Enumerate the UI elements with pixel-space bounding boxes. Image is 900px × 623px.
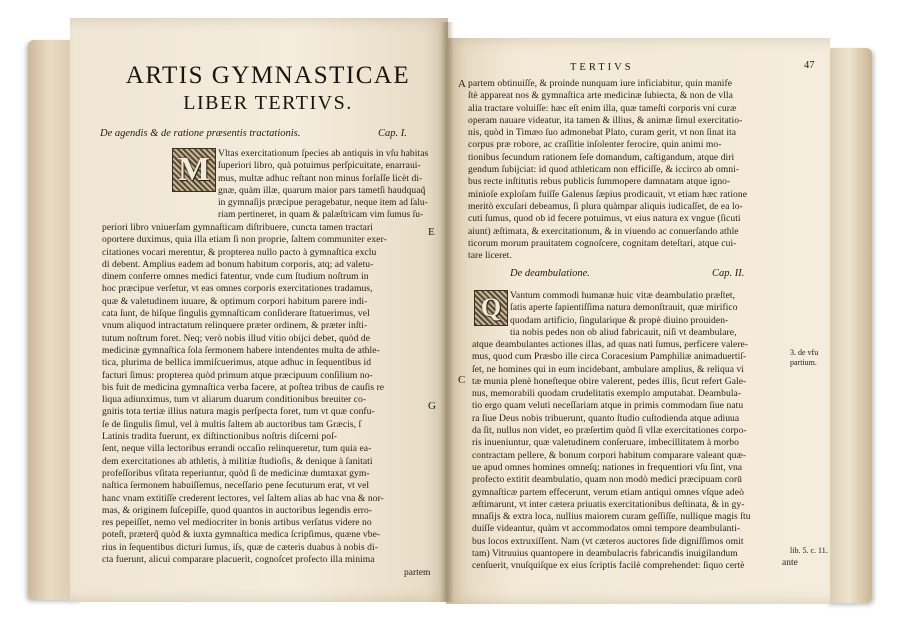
text-line: tare liceret. [468, 250, 512, 262]
text-line: gnæ, quàm illæ, quarum maior pars tametſi haudquaq̃ [218, 184, 426, 196]
text-line: cenſuerit, vnuſquiſque ex eius ſcriptis facilè comprehendet: ſiquo certè [472, 560, 745, 572]
text-line: tionibus ſecundum rationem ſeſe domandum, caſtigandum, atque diri [468, 151, 735, 163]
text-line: alia tractare voluiſſe: hæc eſt enim illa, quæ tameſti corporis vni curæ [468, 102, 737, 114]
right-top-text [468, 78, 747, 262]
text-line: tica, plurima de bellica immiſcuerimus, atque adhuc in ſequentibus id [102, 357, 372, 369]
text-line: hanc vnam extitiſſe crederent lectores, vel ſaltem alias ab hac vna & nor- [102, 492, 384, 504]
text-line: oportere duximus, quia illa etiam ſi non proprie, ſaltem communiter exer- [102, 234, 387, 246]
text-line: citationes vocari merentur, & propterea nullo pacto à gymnaſtica exclu [102, 246, 377, 258]
text-line: bus locos extruxiſſent. Nam (vt cæteros auctores ſide digniſſimos omit [472, 535, 744, 547]
text-line: ſent, neque villa lectoribus errandi occaſio relinqueretur, tum quia ea- [102, 443, 372, 455]
text-line: facturi ſimus: propterea quòd primum atque præcipuum conſilium no- [102, 369, 373, 381]
text-line: duiſſe videantur, quàm vt accommodatos omni tempore deambulanti- [472, 523, 741, 535]
text-line: naſtica ſermonem habuiſſemus, neceſſario pene ſecuturum erat, vt vel [102, 480, 370, 492]
text-line: cta fuerunt, alicui comparare placuerit, cognoſcet profecto illa minima [102, 554, 375, 566]
text-line: Vltas exercitationum ſpecies ab antiquis in vſu habitas [218, 148, 429, 159]
text-line: liqua adiunximus, tum vt aliarum duarum conditionibus breuiter co- [102, 394, 367, 406]
text-line: gendum ſubijciat: id quod athleticam non efficiſſe, & iccirco ab omni- [468, 164, 740, 176]
text-line: ue apud omnes homines omneſq; nationes in frequentiori vſu ſint, vna [472, 461, 743, 473]
text-line: tæ munia plenè honeſteque obire valerent, pedes illis, ſicut refert Gale- [472, 375, 747, 387]
left-drop-cap: M [172, 148, 216, 192]
page-number: 47 [804, 60, 815, 71]
text-line: periori libro vniuerſam gymnaſticam diſtribuere, cuncta tamen tractari [102, 222, 373, 233]
text-line: quæ & valetudinem iuuare, & optimum corpori habitum parere indi- [102, 295, 368, 307]
text-line: Latinis tradita fuerunt, ex diſtinctionibus noſtris diſcerni poſ- [102, 431, 338, 443]
left-margin-letter-e: E [428, 226, 435, 238]
text-line: tia nobis pedes non ob aliud fabricauit, niſi vt deambulare, [510, 326, 737, 338]
text-line: da ſit, nullus non videt, eo præſertim quòd ſi vllæ exercitationes corpo- [472, 425, 747, 437]
text-line: aiunt) æſtimata, & exercitationum, & in viuendo ac conuerſando athle [468, 225, 739, 237]
text-line: profeſſoribus vſitata reperiuntur, quòd ſi de medicinæ dumtaxat gym- [102, 467, 370, 479]
text-line: ris inueniuntur, quæ valetudinem conſeruare, imbecillitatem à morbo [472, 437, 739, 449]
text-line: poteſt, præterq̃ quòd & iuxta gymnaſtica medica ſcripſimus, quæne vbe- [102, 529, 381, 541]
text-line: profecto extitit deambulatio, quam non modò medici præcipuam corū [472, 474, 742, 486]
running-head: TERTIVS [570, 62, 634, 73]
text-line: mas, & originem ſuſcepiſſe, quod quantos in auctoribus legendis erro- [102, 504, 373, 516]
text-line: gymnaſticæ partem effecerunt, verum etiam antiqui omnes vſque adeò [472, 486, 744, 498]
text-line: tam) Vitruuius quantopere in deambulacris fabricandis inuigilandum [472, 548, 738, 560]
left-catchword: partem [404, 568, 431, 578]
text-line: ticorum morum prauitatem cognoſcere, cognitam deteſtari, atque cui- [468, 237, 737, 249]
text-line: ſatis aperte ſapientiſſima natura demonſtrauit, quæ mirifico [510, 302, 738, 314]
right-body-text [472, 339, 751, 573]
text-line: vnum aliquod intractatum relinquere præter ordinem, & præter inſti- [102, 320, 368, 332]
text-line: bis fuit de medicina gymnaſtica verba facere, at poſtea tribus de cauſis re [102, 381, 385, 393]
text-line: rius in ſequentibus dicturi ſumus, iſs, quæ de cæteris duabus à nobis di- [102, 541, 378, 553]
left-margin-letter-g: G [428, 400, 436, 412]
text-line: res pepeiſſet, nemo vel mediocriter in bonis artibus verſatus videre no [102, 517, 372, 529]
text-line: minioſe exploſam fuiſſe Galenus ſæpius prodicauit, vt etiam hæc ratione [468, 188, 748, 200]
book-subtitle: LIBER TERTIVS. [183, 92, 353, 114]
text-line: hoc præcipue verſetur, vt eas omnes corporis exercitationes tradamus, [102, 283, 373, 295]
text-line: mus, quod cum Præsbo ille circa Coracesium Pamphiliæ animaduertiſ- [472, 351, 747, 363]
right-margin-letter-c: C [458, 374, 466, 386]
text-line: bus recte inſtitutis rebus publicis ſummopere damnatam atque igno- [468, 176, 731, 188]
text-line: ſet, ne homines qui in eum incidebant, ambulare amplius, & reliqua vi [472, 363, 745, 375]
left-chapter-heading: De agendis & de ratione præsentis tractationis. [100, 128, 301, 139]
left-intro-lines [218, 148, 432, 222]
text-line: gnitis tota tertiæ illius natura magis perſpecta foret, tum vt quæ confu- [102, 406, 375, 418]
text-line: mnaſijs & extra loca, nullius maiorem curam geſſiſſe, nullique magis ſtu [472, 511, 751, 523]
text-line: tio ergo quam veluti neceſſariam atque in primis commodam ſiue natu [472, 400, 744, 412]
text-line: meritò excuſari debeamus, ſi plura quàmpar aliquis iudicaſſet, de ea lo- [468, 200, 743, 212]
text-line: Vantum commodi humanæ huic vitæ deambulatio præſtet, [510, 290, 736, 301]
text-line: ſe de ſingulis ſimul, vel à multis ſaltem ab auctoribus tam Græcis, ſ [102, 418, 362, 430]
right-chapter-heading: De deambulatione. [510, 268, 590, 279]
left-chapter-number: Cap. I. [378, 128, 407, 139]
text-line: dinem conferre omnes medici fatentur, vnde cum ſtudium noſtrum in [102, 271, 369, 283]
text-line: contractam pellere, & bonum corpori habitum comparare valeant quæ- [472, 449, 747, 461]
text-line: cata ſunt, de hiſque ſingulis gymnaſticam conſiderare ſtatuerimus, vel [102, 308, 370, 320]
text-line: partem obtinuiſſe, & proinde nunquam iure inficiabitur, quin manife [468, 78, 733, 89]
right-catchword: ante [782, 558, 798, 568]
text-line: æſtimarunt, vt inter cætera priuatis exercitationibus deſtinata, & in gy- [472, 498, 745, 510]
text-line: corpus præ robore, ac craſſitie inſolenter ferocire, quin animi mo- [468, 139, 722, 151]
right-margin-letter-a: A [458, 78, 466, 90]
right-intro-lines [510, 290, 738, 339]
text-line: ſtè appareat nos & gymnaſtica arte medicinæ ſubiecta, & non de vlla [468, 90, 733, 102]
text-line: medicinæ gymnaſtica ſola ſermonem habere intendentes multa de athle- [102, 344, 380, 356]
right-drop-cap: Q [474, 290, 508, 326]
text-line: ſuperiori libro, quà potuimus perſpicuitate, enarraui- [218, 160, 421, 172]
book-title: ARTIS GYMNASTICAE [125, 62, 411, 89]
right-chapter-number: Cap. II. [712, 268, 745, 279]
text-line: di debent. Amplius eadem ad bonum habitum corporis, atq; ad valetu- [102, 258, 374, 270]
margin-note-de-usu-partium: 3. de vfu partium. [790, 348, 819, 367]
text-line: quodam artificio, ſingularique & propè diuino prouiden- [510, 314, 729, 326]
text-line: in gymnaſijs præcipue peragebatur, neque item ad ſalu- [218, 197, 428, 209]
text-line: riam pertineret, in quam & palæſtricam vim ſumus ſu- [218, 209, 424, 221]
right-page-edges [826, 48, 872, 603]
left-body-text [102, 222, 387, 566]
text-line: nus, memorabili quodam crudelitatis exemplo amputabat. Deambula- [472, 388, 742, 400]
text-line: dem exercitationes ab athletis, à militiæ ſtudioſis, & denique à ſanitati [102, 455, 373, 467]
text-line: ra ſiue Deus nobis tribuerunt, quanto ſtudio cuſtodienda atque adiuua [472, 412, 740, 424]
text-line: atque deambulantes actiones illas, ad quas nati ſumus, perficere valere- [472, 339, 749, 350]
margin-note-lib: lib. 5. c. 11. [790, 546, 828, 555]
text-line: tutum noſtrum foret. Neq; verò nobis illud vitio obijci debet, quòd de [102, 332, 371, 344]
text-line: operam nauare videatur, ita tamen & illius, & animæ ſimul exercitatio- [468, 114, 743, 126]
text-line: cuti ſumus, quod ob id fecere potuimus, vt eius natura ex vngue (ſicuti [468, 213, 741, 225]
text-line: nis, quòd in Timæo ſuo admonebat Plato, curam gerit, vt non ſinat ita [468, 127, 737, 139]
text-line: mus, multæ adhuc reſtant non minus forſaſſe licèt di- [218, 172, 423, 184]
book-gutter [440, 22, 454, 602]
